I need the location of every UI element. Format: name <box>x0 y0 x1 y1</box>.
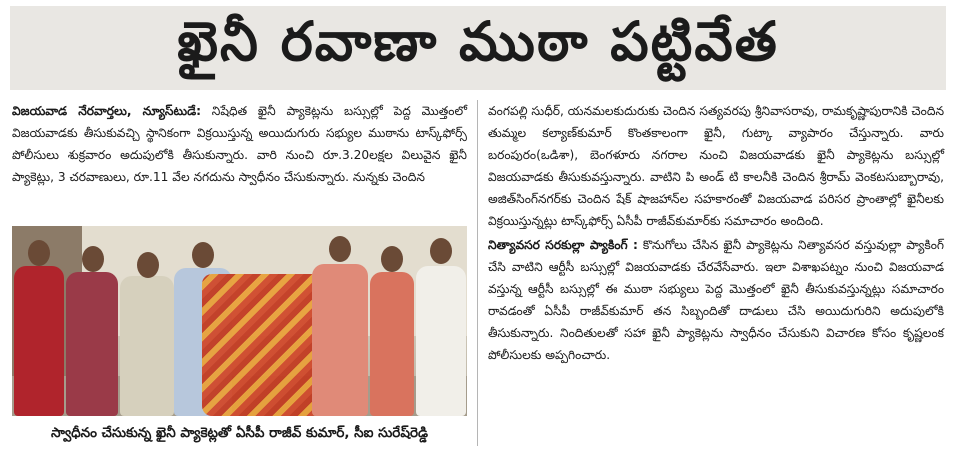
photo-person <box>66 272 118 416</box>
photo-person-head <box>192 242 214 268</box>
headline-banner <box>10 6 946 90</box>
photo-person-head <box>28 240 50 266</box>
column-divider <box>477 100 478 446</box>
photo-caption: స్వాధీనం చేసుకున్న ఖైనీ ప్యాకెట్లతో ఏసీపీ రాజీవ్ కుమార్, సీఐ సురేష్‌రెడ్డి <box>51 425 428 441</box>
paragraph-1-text: నిషేధిత ఖైనీ ప్యాకెట్లను బస్సుల్లో పెద్ద మొత్తంలో విజయవాడకు తీసుకువచ్చి స్థానికంగా విక్రయిస్తున్న అయిదుగురు సభ్యుల ముఠాను టాస్క్‌ఫోర్స్ పోలీసులు శుక్రవారం అదుపులోకి తీసుకున్నారు. వారి నుంచి రూ.3.20లక్షల విలువైన ఖైనీ ప్యాకెట్లు, 3 చరవాణులు, రూ.11 వేల నగదును స్వాధీనం చేసుకున్నారు. నున్నకు చెందిన <box>12 104 467 184</box>
paragraph-3-text: కొనుగోలు చేసిన ఖైనీ ప్యాకెట్లను నిత్యావసర వస్తువుల్లా ప్యాకింగ్ చేసి వాటిని ఆర్టీసీ బస్సుల్లో విజయవాడకు చేరవేసేవారు. ఇలా విశాఖపట్నం నుంచి విజయవాడ వస్తున్న ఆర్టీసీ బస్సుల్లో ఈ ముఠా సభ్యులు పెద్ద మొత్తంలో ఖైనీ తీసుకువస్తున్నట్లు సమాచారం రావడంతో ఏసీపీ రాజీవ్‌కుమార్ తన సిబ్బందితో దాడులు చేసి అయిదుగురిని అదుపులోకి తీసుకున్నారు. నిందితులతో సహా ఖైనీ ప్యాకెట్లను స్వాధీనం చేసుకుని విచారణ కోసం కృష్ణలంక పోలీసులకు అప్పగించారు. <box>488 238 944 362</box>
article-paragraph-3 <box>488 234 944 366</box>
photo-person-head <box>329 236 351 262</box>
photo-person <box>370 272 414 416</box>
photo-person-head <box>137 252 159 278</box>
headline: ఖైనీ రవాణా ముఠా పట్టివేత <box>177 9 779 73</box>
photo-person-head <box>381 246 403 272</box>
article-column-right <box>488 100 944 366</box>
news-photo <box>12 226 467 416</box>
photo-person <box>14 266 64 416</box>
khaini-packets <box>202 274 322 416</box>
photo-person <box>312 264 368 416</box>
photo-person <box>416 266 466 416</box>
dateline: విజయవాడ నేరవార్తలు, న్యూస్‌టుడే: <box>12 104 201 118</box>
article-paragraph-1 <box>12 100 467 188</box>
photo-person <box>120 276 174 416</box>
article-column-left <box>12 100 467 188</box>
photo-person-head <box>430 238 452 264</box>
article-paragraph-2: వంగపల్లి సుధీర్, యనమలకుదురుకు చెందిన సత్యవరపు శ్రీనివాసరావు, రామకృష్ణాపురానికి చెందిన తుమ్మల కల్యాణ్‌కుమార్ కొంతకాలంగా ఖైనీ, గుట్కా వ్యాపారం చేస్తున్నారు. వారు బరంపురం(ఒడిశా), బెంగళూరు నగరాల నుంచి విజయవాడకు ఖైనీ ప్యాకెట్లను బస్సుల్లో విజయవాడకు తీసుకువస్తున్నారు. వాటిని పి అండ్ టి కాలనీకి చెందిన శ్రీరామ్ వెంకటసుబ్బారావు, అజిత్‌సింగ్‌నగర్‌కు చెందిన షేక్ షాజహాన్‌ల సహకారంతో విజయవాడ పరిసర ప్రాంతాల్లో ఖైనీలకు విక్రయిస్తున్నట్లు టాస్క్‌ఫోర్స్ ఏసీపీ రాజీవ్‌కుమార్‌కు సమాచారం అందింది. <box>488 104 944 228</box>
subheading: నిత్యావసర సరకుల్లా ప్యాకింగ్ : <box>488 238 638 252</box>
photo-person-head <box>82 246 104 272</box>
